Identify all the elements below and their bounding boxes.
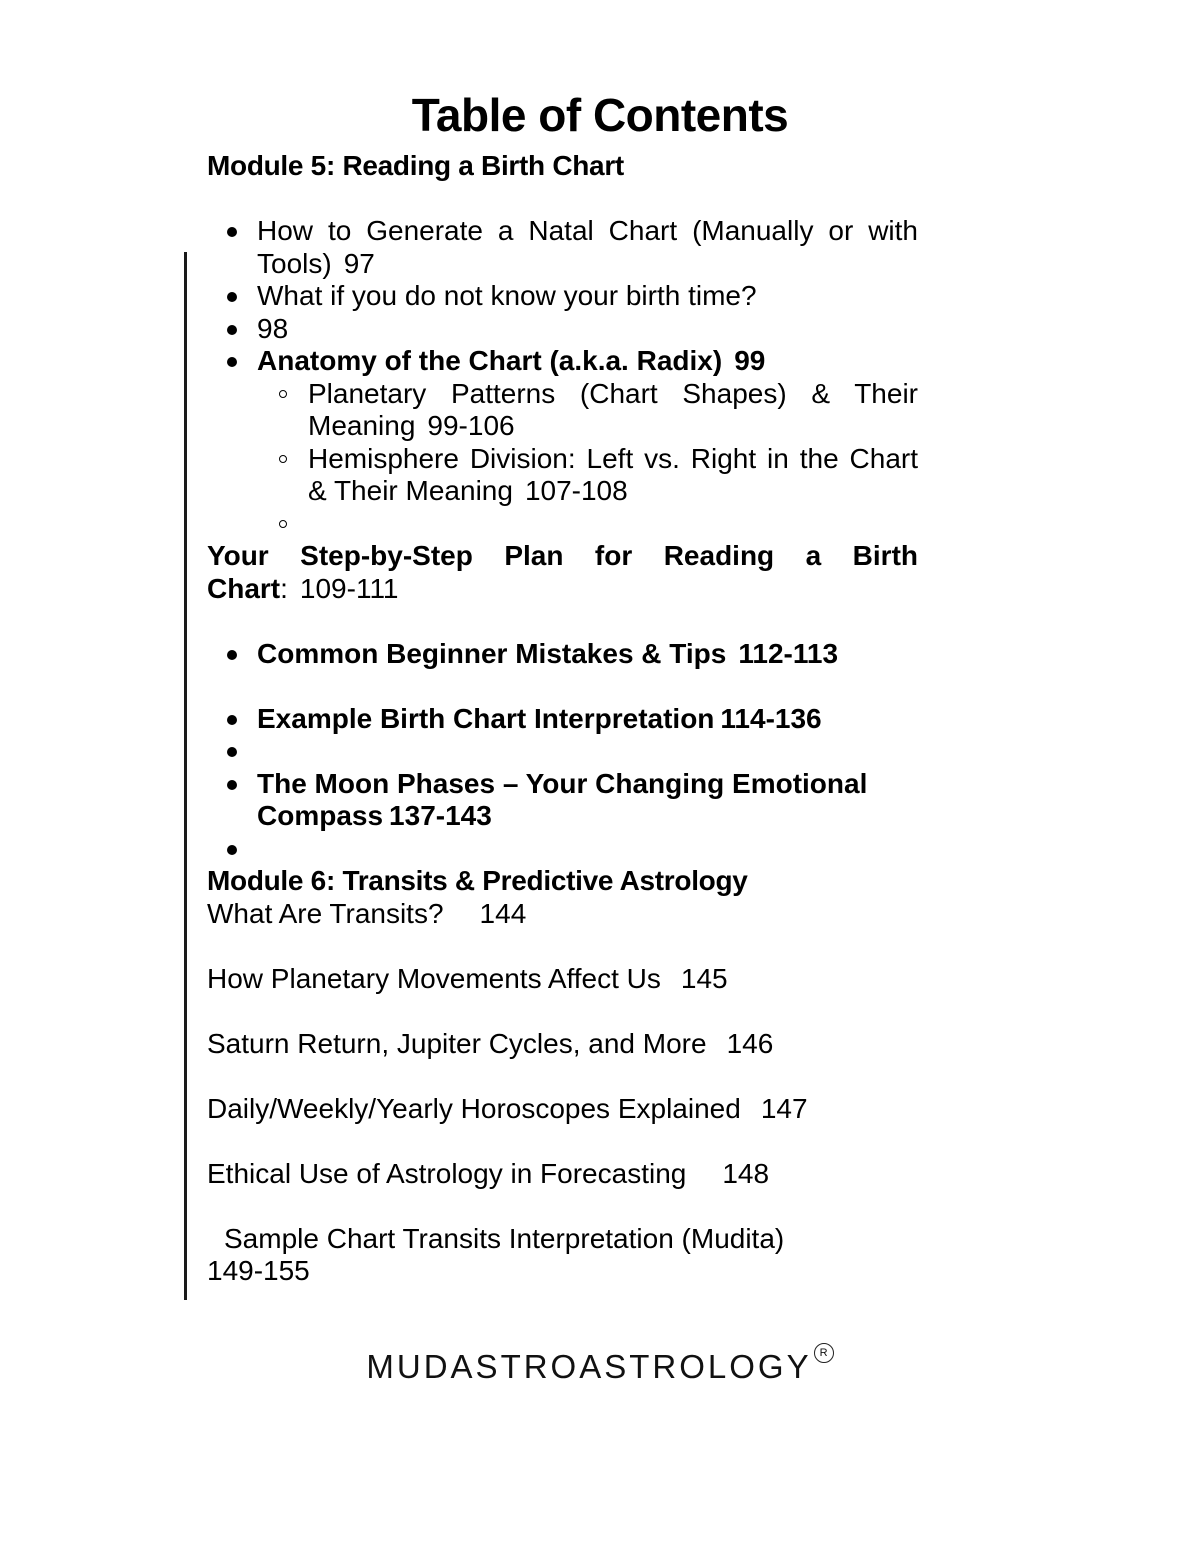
toc-entry-text: How Planetary Movements Affect Us [207,962,661,994]
module-6-heading: Module 6: Transits & Predictive Astrology [207,865,748,896]
registered-mark-icon: R [814,1343,834,1363]
bullet-icon [227,325,237,335]
page-number: 146 [726,1027,774,1059]
page-number: 97 [343,247,375,279]
toc-entry[interactable] [207,313,918,346]
toc-entry-text: Sample Chart Transits Interpretation (Mudita) [224,1222,785,1254]
toc-entry-text: Your Step-by-Step Plan for Reading a Birth Chart [207,540,918,604]
toc-entry[interactable] [207,703,918,736]
toc-entry[interactable] [207,963,918,996]
page-number: 114-136 [720,702,822,734]
toc-entry[interactable] [207,1028,918,1061]
toc-entry[interactable] [207,638,918,671]
toc-entry[interactable] [207,898,918,931]
toc-entry-page-line [207,1255,918,1288]
page-number: 107-108 [524,475,628,506]
toc-entry-text: Common Beginner Mistakes & Tips [257,637,727,669]
page-number: 148 [722,1157,770,1189]
vertical-divider-line [184,252,187,1300]
bullet-icon [227,845,237,855]
page-number: 137-143 [389,800,492,831]
toc-entry-text: The Moon Phases – Your Changing Emotional Compass [257,767,868,831]
page-number: 112-113 [738,637,839,669]
page-number: 99 [734,345,766,376]
toc-entry-text: Daily/Weekly/Yearly Horoscopes Explained [207,1092,741,1124]
toc-entry-text: How to Generate a Natal Chart (Manually or with Tools) [257,215,918,279]
toc-entry-empty [207,735,918,768]
page-number: 109-111 [299,572,399,604]
bullet-icon [227,650,237,660]
bullet-icon [227,227,237,237]
toc-entry-empty [207,833,918,866]
toc-entry-text: What Are Transits? [207,897,444,929]
page-number: 149-155 [207,1255,310,1286]
toc-subentry-text: Planetary Patterns (Chart Shapes) & Their Meaning [308,377,918,441]
toc-entry[interactable] [207,345,918,378]
toc-entry-text: What if you do not know your birth time? [257,280,757,311]
toc-subentry[interactable] [207,443,918,508]
page-number: 99-106 [427,410,515,441]
bullet-icon [227,747,237,757]
toc-entry-step-plan[interactable]: Your Step-by-Step Plan for Reading a Birth Chart: 109-111 [207,540,918,604]
toc-entry-text: Saturn Return, Jupiter Cycles, and More [207,1027,707,1059]
logo-text: MUDASTROASTROLOGY [366,1348,812,1385]
toc-entry[interactable] [207,1158,918,1191]
bullet-icon [227,780,237,790]
page-number: 144 [479,897,527,929]
toc-entry[interactable] [207,1223,918,1256]
page-number: 145 [680,962,728,994]
toc-subentry[interactable] [207,378,918,443]
toc-content [207,150,918,1288]
toc-entry[interactable] [207,768,918,833]
toc-subentry-empty [207,508,918,541]
hollow-bullet-icon [279,520,287,528]
toc-entry-text: Anatomy of the Chart (a.k.a. Radix) [257,345,723,376]
toc-subentry-text: Hemisphere Division: Left vs. Right in the Chart & Their Meaning [308,442,918,506]
hollow-bullet-icon [279,390,287,398]
toc-entry-text: Ethical Use of Astrology in Forecasting [207,1157,687,1189]
toc-entry[interactable] [207,215,918,280]
bullet-icon [227,292,237,302]
bullet-icon [227,715,237,725]
hollow-bullet-icon [279,455,287,463]
toc-entry[interactable] [207,280,918,313]
page-title: Table of Contents [411,89,789,141]
toc-entry-text: Example Birth Chart Interpretation [257,702,715,734]
brand-logo [0,1343,1200,1386]
module-5-heading: Module 5: Reading a Birth Chart [207,150,624,181]
toc-entry-text: 98 [257,312,289,344]
bullet-icon [227,357,237,367]
toc-entry[interactable] [207,1093,918,1126]
page-number: 147 [760,1092,808,1124]
